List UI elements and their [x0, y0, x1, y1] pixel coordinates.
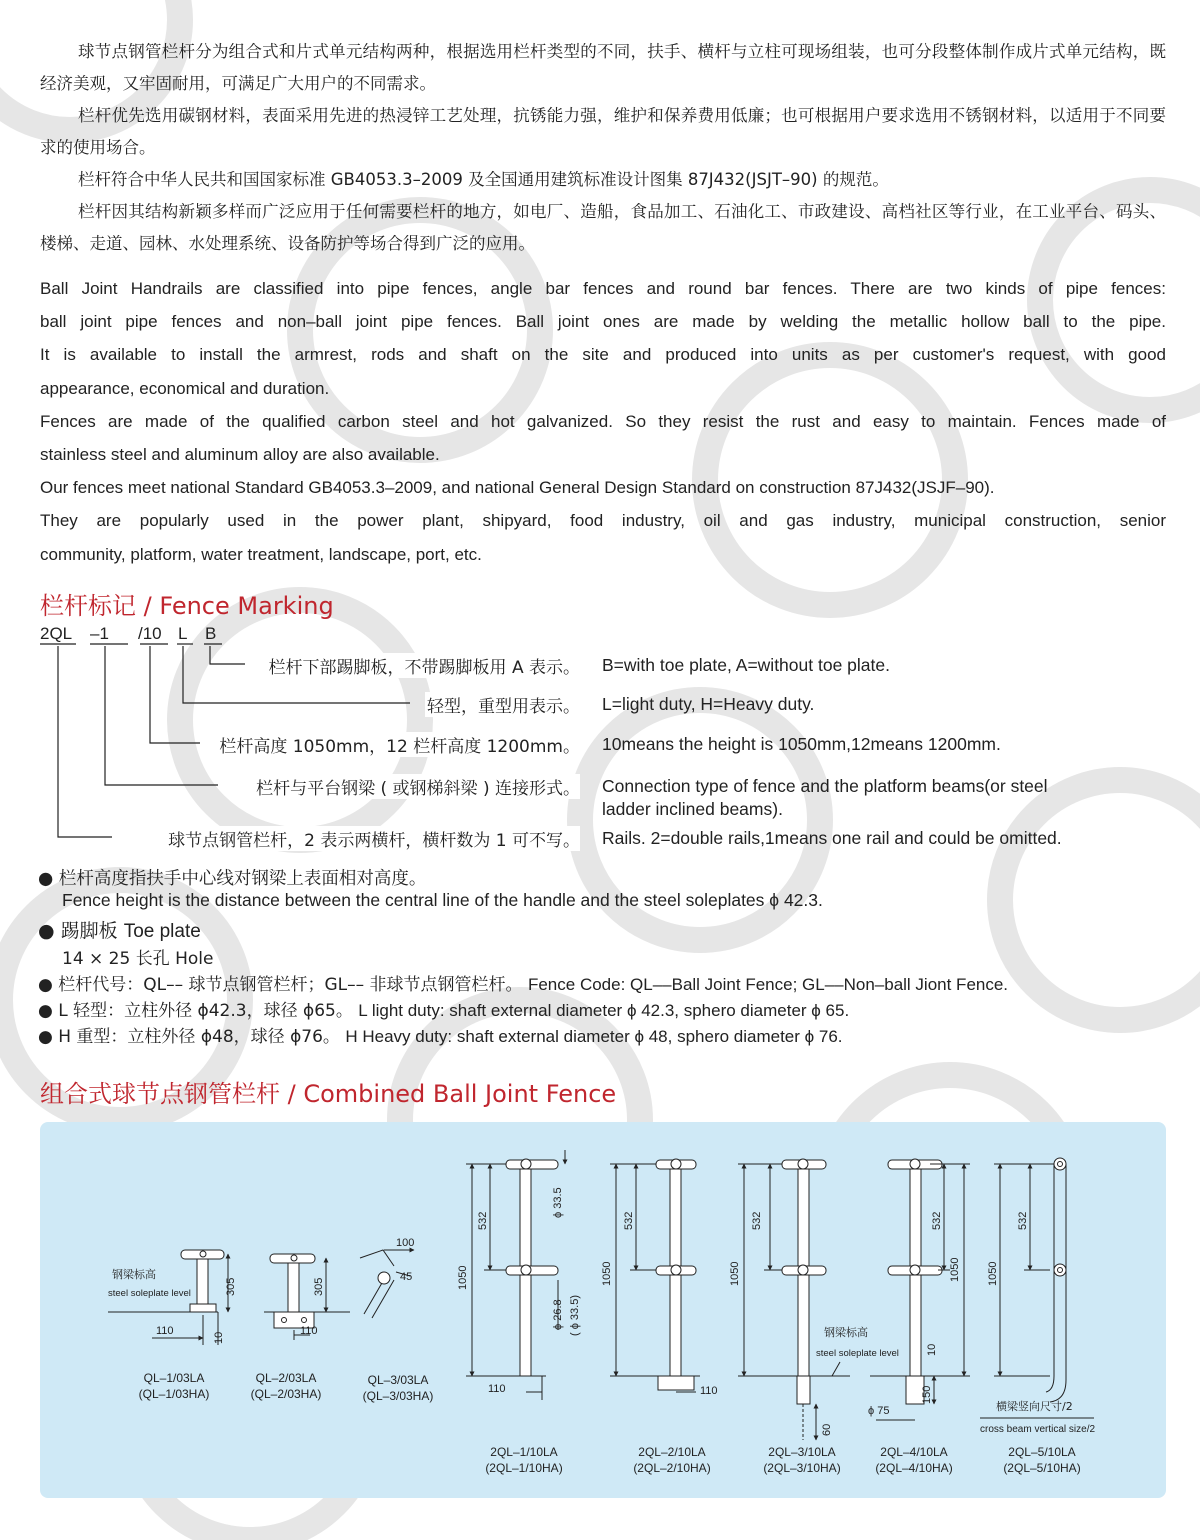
fence-marking-title: 栏杆标记 / Fence Marking: [40, 592, 334, 620]
intro-en-line: It is available to install the armrest, rods and shaft on the site and produced into units as per customer's request, with good: [40, 345, 1166, 365]
model-name: 2QL–4/10LA: [880, 1445, 948, 1459]
model-name: 2QL–3/10LA: [768, 1445, 836, 1459]
model-alt: (QL–1/03HA): [138, 1387, 210, 1401]
combined-fence-title: 组合式球节点钢管栏杆 / Combined Ball Joint Fence: [40, 1080, 617, 1108]
diagram-2ql-4-10: [870, 1159, 970, 1420]
dim-1050: 1050: [987, 1261, 999, 1286]
dim-1050: 1050: [949, 1257, 961, 1282]
marking-row-en: 10means the height is 1050mm,12means 1200mm.: [602, 734, 1001, 754]
dim-1050: 1050: [601, 1261, 613, 1286]
crossbeam-en-label: cross beam vertical size/2: [980, 1424, 1096, 1435]
dim-10: 10: [926, 1343, 938, 1356]
bullet-icon: ●: [38, 920, 55, 942]
dim-110: 110: [300, 1325, 318, 1337]
dim-110: 110: [488, 1383, 506, 1395]
dim-45: 45: [400, 1271, 413, 1283]
dim-532: 532: [1017, 1211, 1029, 1230]
marking-row-en-cont: ladder inclined beams).: [602, 799, 783, 819]
note-height-en-text: Fence height is the distance between the central line of the handle and the steel soleplates ϕ 42.3.: [62, 890, 823, 910]
crossbeam-cn-label: 横梁竖向尺寸/2: [996, 1400, 1073, 1413]
dim-150: 150: [921, 1385, 933, 1404]
intro-en-line: community, platform, water treatment, landscape, port, etc.: [40, 544, 482, 564]
model-name: QL–3/03LA: [367, 1373, 429, 1387]
marking-row-en: B=with toe plate, A=without toe plate.: [602, 655, 890, 675]
code-part-toe-plate: B: [205, 624, 217, 643]
bullet-icon: ●: [38, 1001, 53, 1021]
note-light-en: L light duty: shaft external diameter ϕ 42.3, sphero diameter ϕ 65.: [358, 1001, 850, 1020]
diagram-2ql-3-10: [738, 1159, 850, 1440]
note-code-cn: 栏杆代号：QL–– 球节点钢管栏杆；GL–– 非球节点钢管栏杆。: [58, 975, 523, 995]
beam-level-en-label: steel soleplate level: [816, 1348, 899, 1359]
dim-305: 305: [313, 1277, 325, 1296]
marking-row-cn: 栏杆下部踢脚板，不带踢脚板用 A 表示。: [267, 653, 580, 678]
marking-row-cn: 栏杆高度 1050mm，12 栏杆高度 1200mm。: [217, 732, 580, 757]
intro-en-line: ball joint pipe fences and non–ball joint pipe fences. Ball joint ones are made by welding the metallic hollow ball to the pipe.: [40, 312, 1166, 332]
model-name: QL–1/03LA: [143, 1371, 205, 1385]
intro-cn-paragraph: 栏杆优先选用碳钢材料，表面采用先进的热浸锌工艺处理，抗锈能力强，维护和保养费用低廉；也可根据用户要求选用不锈钢材料，以适用于不同要求的使用场合。: [40, 106, 1166, 157]
model-alt: (2QL–5/10HA): [1003, 1461, 1081, 1475]
intro-en-line: Our fences meet national Standard GB4053.3–2009, and national General Design Standard on construction 87J432(JSJF–90).: [40, 478, 995, 498]
model-alt: (2QL–3/10HA): [763, 1461, 841, 1475]
model-name: 2QL–2/10LA: [638, 1445, 706, 1459]
dim-1050: 1050: [729, 1261, 741, 1286]
dim-10: 10: [213, 1331, 225, 1344]
beam-level-cn-label: 钢梁标高: [112, 1268, 156, 1281]
bullet-icon: ●: [38, 975, 53, 995]
dim-532: 532: [931, 1211, 943, 1230]
marking-row-en: Rails. 2=double rails,1means one rail and could be omitted.: [602, 828, 1062, 848]
model-name: 2QL–1/10LA: [490, 1445, 558, 1459]
bullet-icon: ●: [38, 869, 54, 889]
marking-row-cn: 栏杆与平台钢梁 ( 或钢梯斜梁 ) 连接形式。: [254, 774, 580, 799]
diagram-ql-3-03: [360, 1250, 414, 1318]
marking-row-en: L=light duty, H=Heavy duty.: [602, 694, 815, 714]
model-name: QL–2/03LA: [255, 1371, 317, 1385]
model-name: 2QL–5/10LA: [1008, 1445, 1076, 1459]
intro-en-line: Fences are made of the qualified carbon steel and hot galvanized. So they resist the rust and easy to maintain. Fences made of: [40, 411, 1166, 431]
note-toe-en: Toe plate: [123, 921, 201, 942]
dim-1050: 1050: [457, 1265, 469, 1290]
diagram-2ql-5-10: [980, 1158, 1094, 1418]
dim-phi-33-5: ϕ 33.5: [552, 1187, 564, 1218]
bullet-icon: ●: [38, 1027, 53, 1047]
intro-cn-paragraph: 栏杆因其结构新颖多样而广泛应用于任何需要栏杆的地方，如电厂、造船，食品加工、石油化工、市政建设、高档社区等行业，在工业平台、码头、楼梯、走道、园林、水处理系统、设备防护等场合得到广泛的应用。: [40, 202, 1166, 253]
note-hole: 14 × 25 长孔 Hole: [62, 949, 214, 969]
beam-level-en-label: steel soleplate level: [108, 1288, 191, 1299]
dim-305: 305: [225, 1277, 237, 1296]
marking-row-en: Connection type of fence and the platform beams(or steel: [602, 776, 1048, 796]
marking-row-cn: 球节点钢管栏杆，2 表示两横杆，横杆数为 1 可不写。: [166, 826, 580, 851]
model-alt: (2QL–4/10HA): [875, 1461, 953, 1475]
beam-level-cn-label: 钢梁标高: [824, 1326, 868, 1339]
model-alt: (QL–2/03HA): [250, 1387, 322, 1401]
note-code-en: Fence Code: QL––Ball Joint Fence; GL––Non–ball Jiont Fence.: [527, 975, 1009, 994]
intro-en-line: They are popularly used in the power plant, shipyard, food industry, oil and gas industry, municipal construction, senior: [40, 511, 1166, 531]
dim-phi-33-5-paren: ( ϕ 33.5): [569, 1294, 581, 1336]
code-part-connection: –1: [90, 624, 109, 643]
diagram-2ql-2-10: [610, 1159, 700, 1392]
dim-110: 110: [700, 1385, 718, 1397]
intro-en-line: stainless steel and aluminum alloy are also available.: [40, 445, 440, 465]
dim-110: 110: [156, 1325, 174, 1337]
intro-en-line: appearance, economical and duration.: [40, 378, 330, 398]
code-part-height: /10: [138, 624, 162, 643]
model-alt: (QL–3/03HA): [362, 1389, 434, 1403]
note-heavy-en: H Heavy duty: shaft external diameter ϕ 48, sphero diameter ϕ 76.: [345, 1027, 843, 1046]
note-heavy-cn: H 重型：立柱外径 ϕ48，球径 ϕ76。: [58, 1027, 340, 1047]
note-height-cn: 栏杆高度指扶手中心线对钢梁上表面相对高度。: [58, 869, 427, 889]
dim-phi-26-8: ϕ 26.8: [552, 1299, 564, 1330]
intro-en-line: Ball Joint Handrails are classified into pipe fences, angle bar fences and round bar fences. There are two kinds of pipe fences:: [40, 279, 1166, 298]
dim-532: 532: [623, 1211, 635, 1230]
code-part-duty: L: [178, 624, 188, 643]
diagram-2ql-1-10: [466, 1150, 565, 1400]
dim-532: 532: [477, 1211, 489, 1230]
code-part-rails: 2QL: [40, 624, 73, 643]
dim-532: 532: [751, 1211, 763, 1230]
dim-100: 100: [396, 1237, 415, 1249]
note-light-cn: L 轻型：立柱外径 ϕ42.3，球径 ϕ65。: [58, 1001, 353, 1021]
model-alt: (2QL–1/10HA): [485, 1461, 563, 1475]
dim-phi-75: ϕ 75: [868, 1405, 890, 1417]
intro-cn-paragraph: 栏杆符合中华人民共和国国家标准 GB4053.3–2009 及全国通用建筑标准设计图集 87J432(JSJT–90) 的规范。: [78, 170, 889, 189]
dim-60: 60: [821, 1423, 833, 1436]
model-alt: (2QL–2/10HA): [633, 1461, 711, 1475]
intro-cn-paragraph: 球节点钢管栏杆分为组合式和片式单元结构两种，根据选用栏杆类型的不同，扶手、横杆与立柱可现场组装，也可分段整体制作成片式单元结构，既经济美观，又牢固耐用，可满足广大用户的不同需求。: [40, 42, 1166, 93]
note-toe-cn: 踢脚板: [60, 920, 118, 942]
marking-row-cn: 轻型，重型用表示。: [425, 692, 580, 717]
